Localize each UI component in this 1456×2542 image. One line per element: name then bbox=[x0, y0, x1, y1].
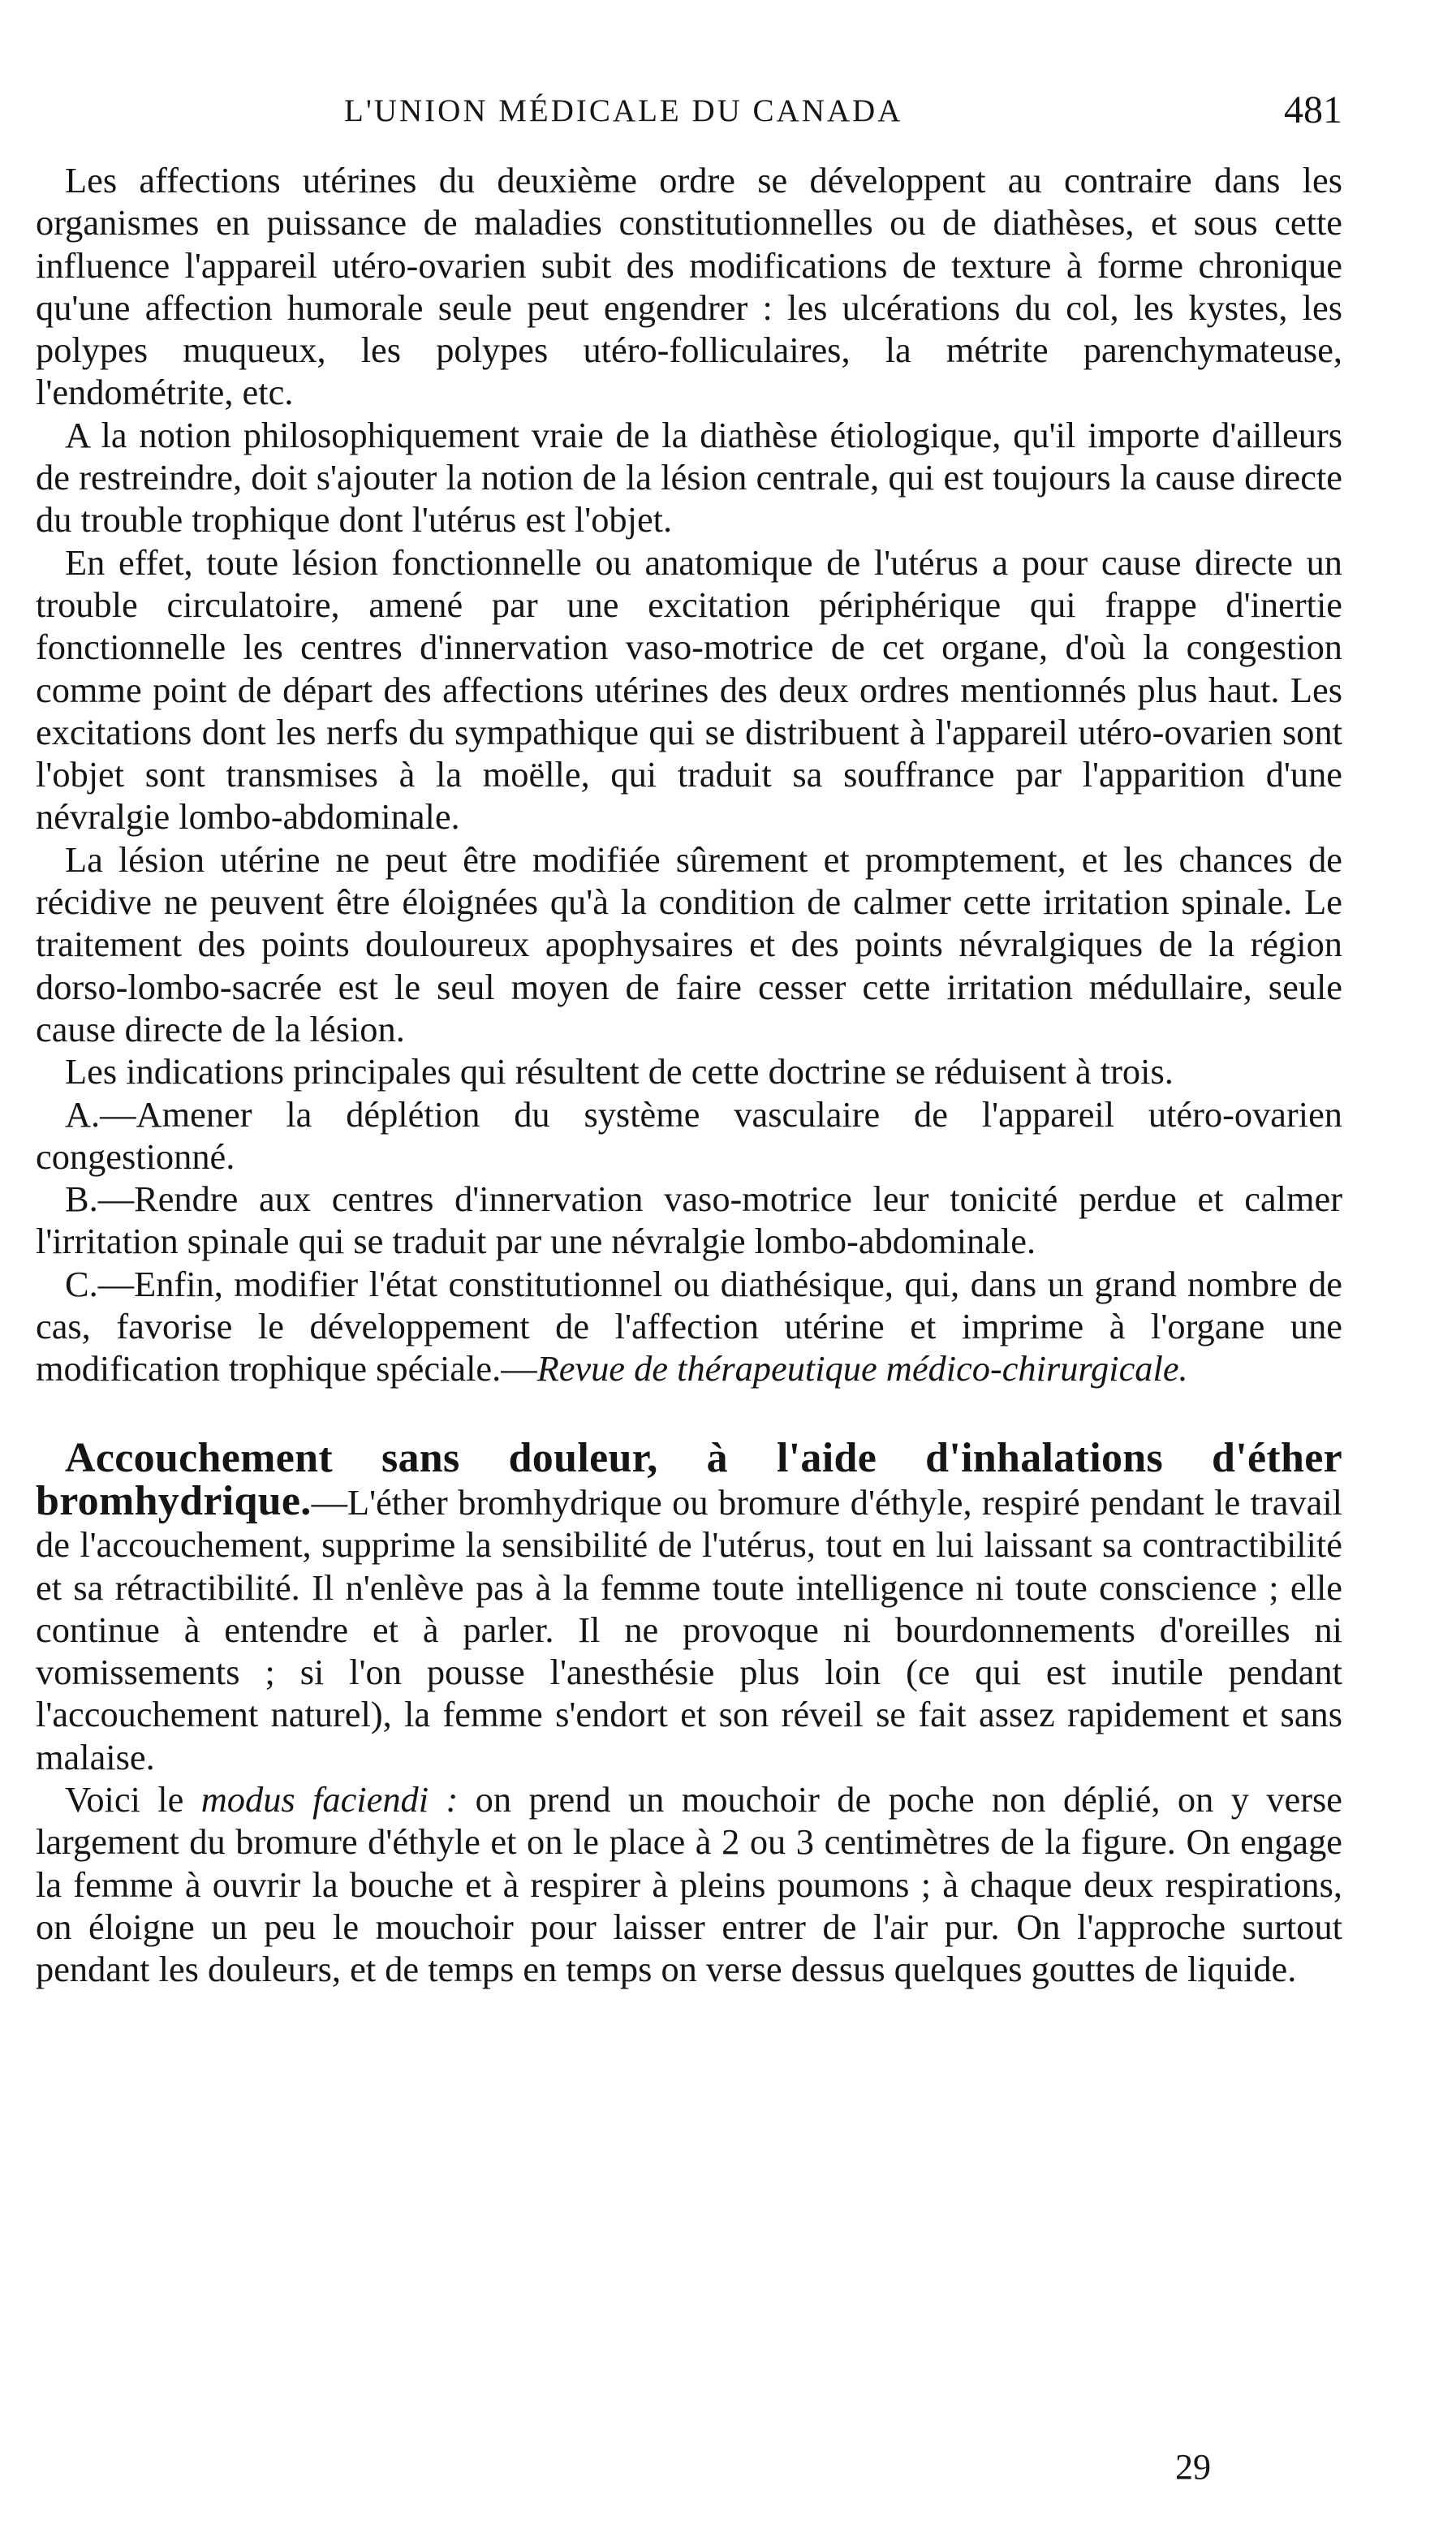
article-paragraph bbox=[36, 1778, 1342, 1990]
paragraph: Les indications principales qui résultent de cette doctrine se réduisent à trois. bbox=[65, 1051, 1174, 1092]
article-text: on prend un mouchoir de poche non déplié, on y verse largement du bromure d'éthyle et on le place à 2 ou 3 centimètres de la figure. On engage la femme à ouvrir la bouche et à respirer à pleins poumons ; à chaque deux respirations, on éloigne un peu le mouchoir pour laisser entrer de l'air pur. On l'approche surtout pendant les douleurs, et de temps en temps on verse dessus quelques gouttes de liquide. bbox=[36, 1778, 1342, 1990]
list-item-c-text: C.—Enfin, modifier l'état constitutionnel ou diathésique, qui, dans un grand nombre de cas, favorise le développement de l'affection utérine et imprime à l'organe une modification trophique spéciale.— bbox=[36, 1263, 1342, 1389]
article-paragraph bbox=[36, 1434, 1342, 1778]
signature-mark: 29 bbox=[1175, 2447, 1211, 2487]
paragraph: Les affections utérines du deuxième ordre se développent au contraire dans les organismes en puissance de maladies constitutionnelles ou de diathèses, et sous cette influence l'appareil utéro-ovarien subit des modifications de texture à forme chronique qu'une affection humorale seule peut engendrer : les ulcérations du col, les kystes, les polypes muqueux, les polypes utéro-folliculaires, la métrite parenchymateuse, l'endométrite, etc. bbox=[36, 160, 1342, 413]
paragraph: La lésion utérine ne peut être modifiée sûrement et promptement, et les chances de récidive ne peuvent être éloignées qu'à la condition de calmer cette irritation spinale. Le traitement des points douloureux apophysaires et des points névralgiques de la région dorso-lombo-sacrée est le seul moyen de faire cesser cette irritation médullaire, seule cause directe de la lésion. bbox=[36, 838, 1342, 1049]
article-text-start: Voici le bbox=[65, 1778, 201, 1820]
body-text bbox=[36, 159, 1342, 1990]
list-item-c bbox=[36, 1263, 1342, 1390]
paragraph: En effet, toute lésion fonctionnelle ou anatomique de l'utérus a pour cause directe un trouble circulatoire, amené par une excitation périphérique qui frappe d'inertie fonctionnelle les centres d'innervation vaso-motrice de cet organe, d'où la congestion comme point de départ des affections utérines des deux ordres mentionnés plus haut. Les excitations dont les nerfs du sympathique qui se distribuent à l'appareil utéro-ovarien sont l'objet sont transmises à la moëlle, qui traduit sa souffrance par l'apparition d'une névralgie lombo-abdominale. bbox=[36, 541, 1342, 838]
journal-citation: Revue de thérapeutique médico-chirurgicale. bbox=[536, 1348, 1188, 1389]
modus-faciendi: modus faciendi : bbox=[200, 1778, 459, 1820]
list-item-a: A.—Amener la déplétion du système vasculaire de l'appareil utéro-ovarien congestionné. bbox=[36, 1093, 1342, 1177]
paragraph: A la notion philosophiquement vraie de la diathèse étiologique, qu'il importe d'ailleurs de restreindre, doit s'ajouter la notion de la lésion centrale, qui est toujours la cause directe du trouble trophique dont l'utérus est l'objet. bbox=[36, 414, 1342, 541]
page-number: 481 bbox=[1284, 88, 1342, 131]
article-text: —L'éther bromhydrique ou bromure d'éthyle, respiré pendant le travail de l'accouchement, supprime la sensibilité de l'utérus, tout en lui laissant sa contractibilité et sa rétractibilité. Il n'enlève pas à la femme toute intelligence ni toute conscience ; elle continue à entendre et à parler. Il ne provoque ni bourdonnements d'oreilles ni vomissements ; si l'on pousse l'anesthésie plus loin (ce qui est inutile pendant l'accouchement naturel), la femme s'endort et son réveil se fait assez rapidement et sans malaise. bbox=[36, 1481, 1342, 1777]
section-spacer bbox=[36, 1390, 1342, 1437]
running-head: L'UNION MÉDICALE DU CANADA bbox=[344, 93, 903, 128]
list-item-b: B.—Rendre aux centres d'innervation vaso-motrice leur tonicité perdue et calmer l'irritation spinale qui se traduit par une névralgie lombo-abdominale. bbox=[36, 1178, 1342, 1262]
page-header bbox=[36, 88, 1342, 136]
article-title: Accouchement sans douleur, à l'aide d'inhalations d'éther bromhydrique. bbox=[36, 1434, 1342, 1524]
